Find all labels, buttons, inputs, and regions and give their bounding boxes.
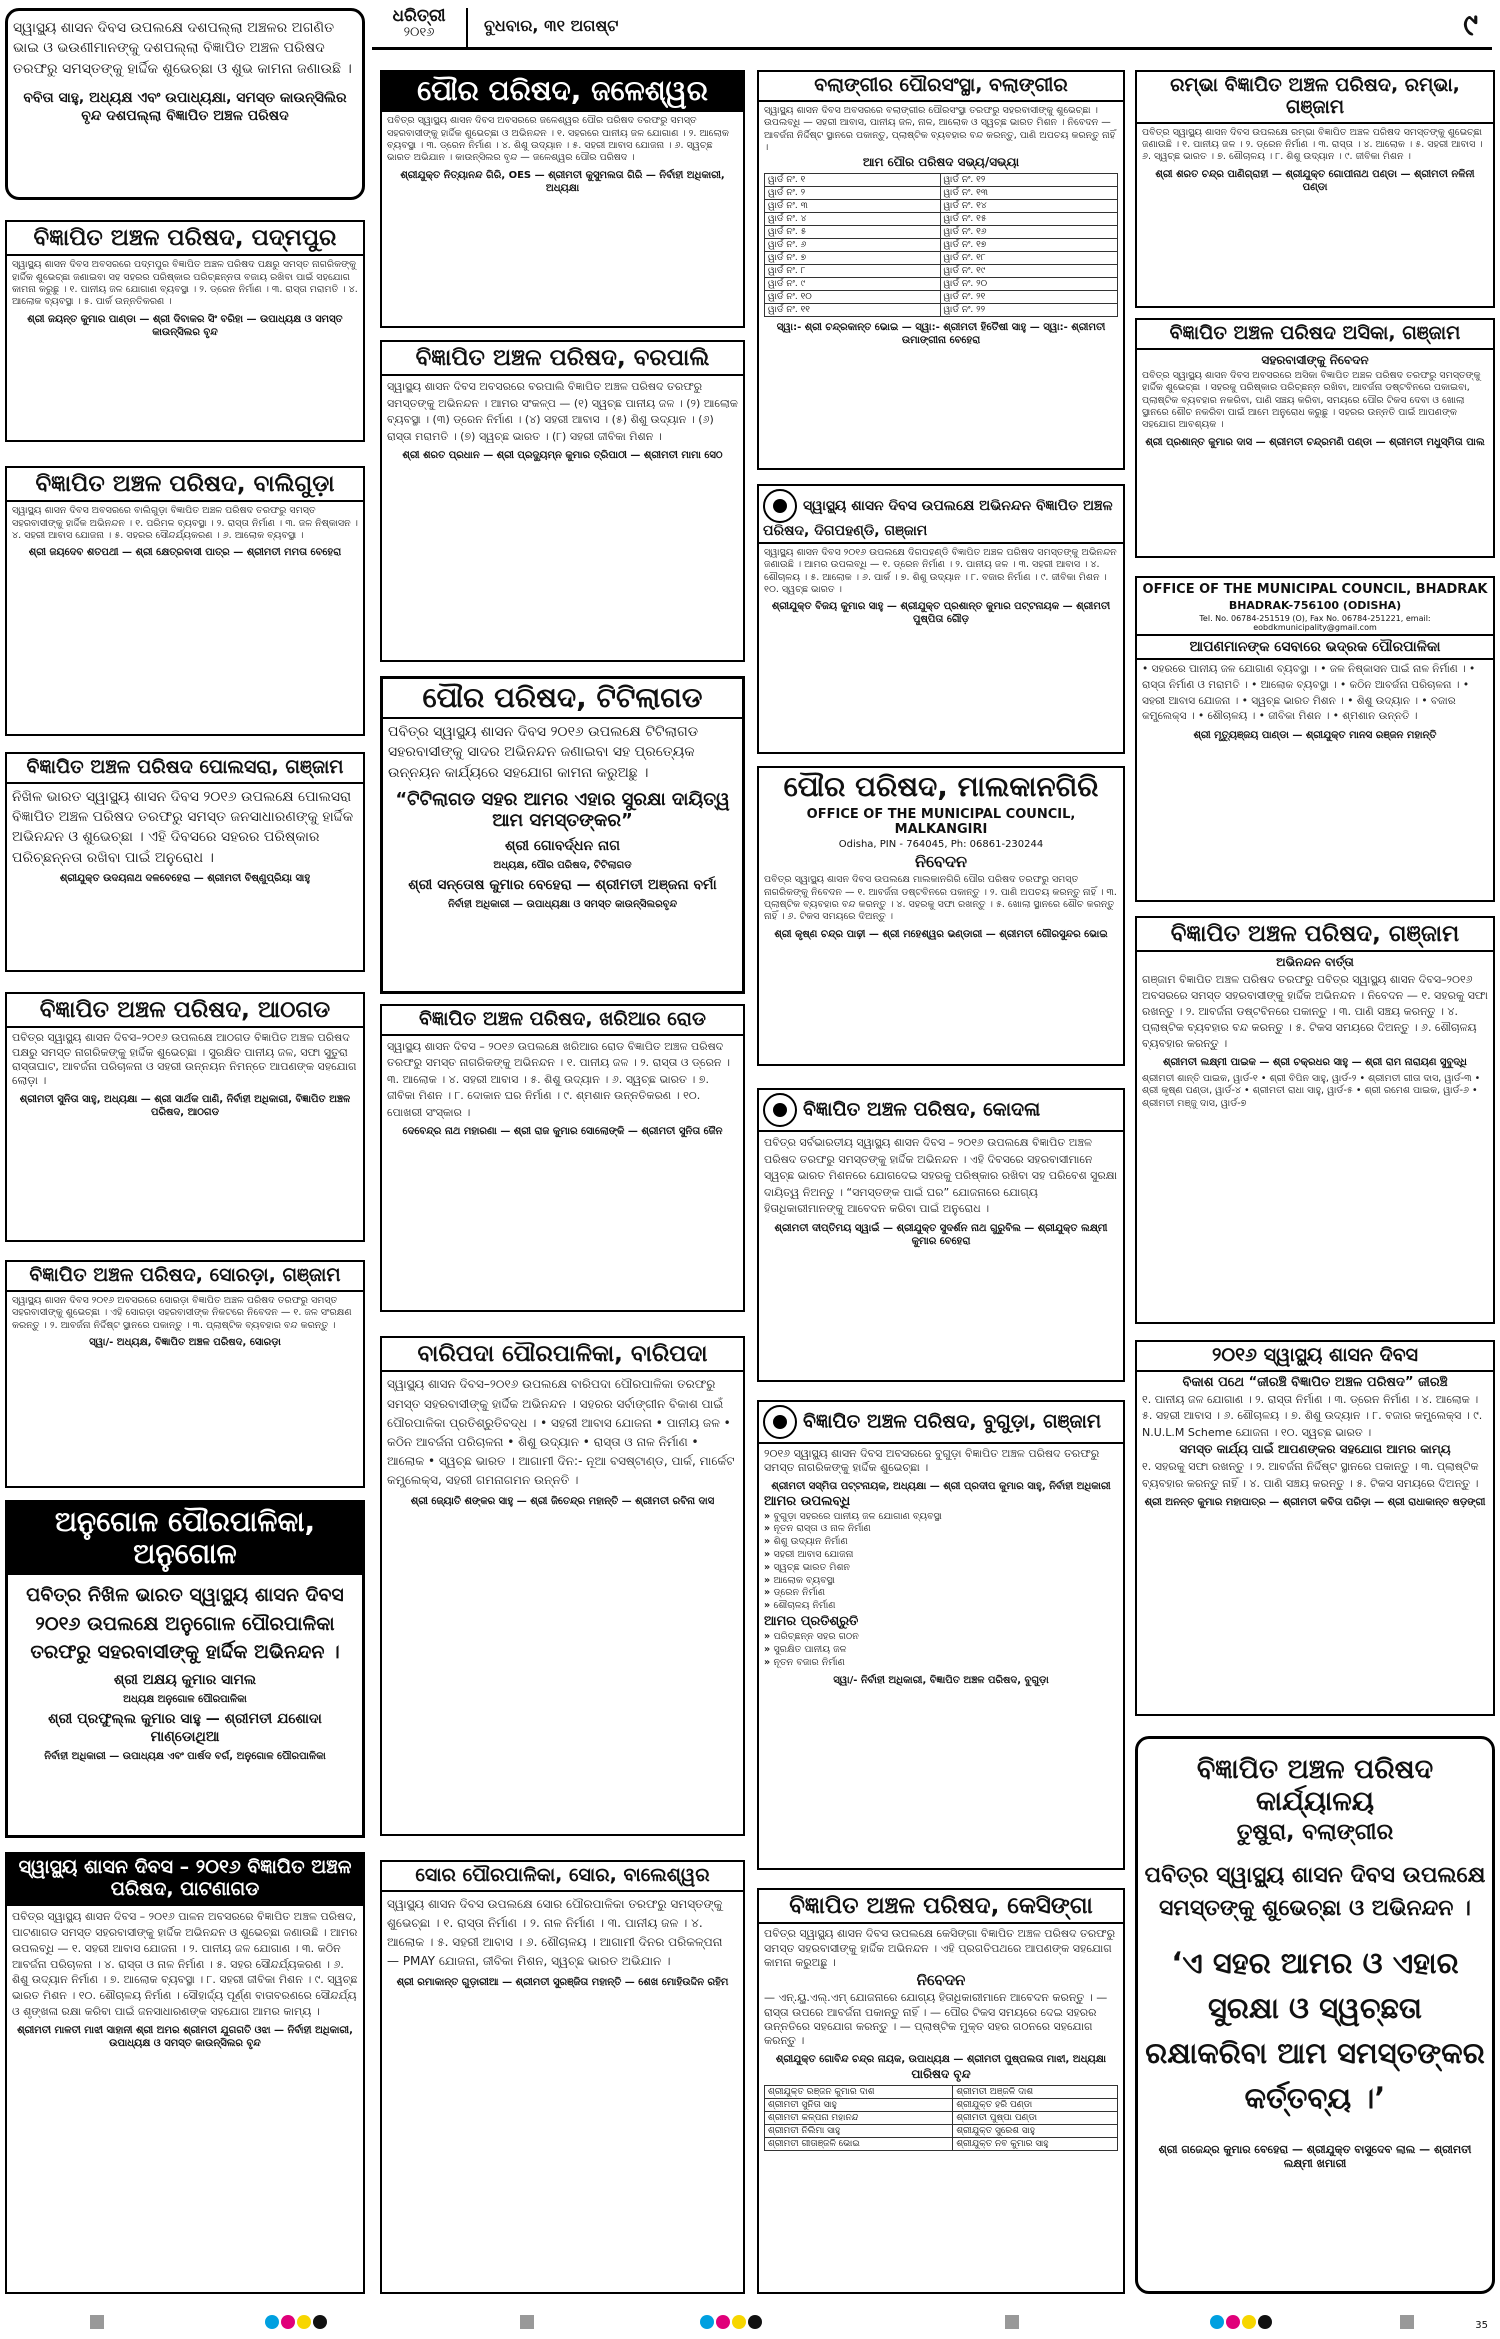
gray-swatch — [1400, 2315, 1414, 2329]
ad-body: ପବିତ୍ର ନିଖିଳ ଭାରତ ସ୍ୱାସ୍ଥ୍ୟ ଶାସନ ଦିବସ ୨୦୧୬ ଉପଲକ୍ଷେ ଅନୁଗୋଳ ପୌରପାଳିକା ତରଫରୁ ସହରବାସୀଙ୍କୁ ହାର୍ଦ୍ଦିକ ଅଭିନନ୍ଦନ । — [26, 1584, 344, 1664]
table-cell: ୱାର୍ଡ ନଂ. ୧୨ — [940, 174, 1117, 187]
ad-signatories: ଶ୍ରୀ କୃଷ୍ଣ ଚନ୍ଦ୍ର ପାଢ଼ୀ — ଶ୍ରୀ ମହେଶ୍ୱର ଭଣ୍ଡାରୀ — ଶ୍ରୀମତୀ ଗୌରସୁନ୍ଦର ଭୋଇ — [774, 928, 1108, 940]
table-cell: ୱାର୍ଡ ନଂ. ୧୧ — [765, 304, 941, 317]
promises-list — [764, 1631, 1118, 1669]
ad-jaleswar — [380, 70, 745, 328]
ad-subtitle: ନିବେଦନ — [916, 1971, 966, 1990]
table-cell: ଶ୍ରୀମତୀ ଅଞ୍ଜଳି ଦାଶ — [953, 2085, 1118, 2098]
ad-signatories: ଦେବେନ୍ଦ୍ର ନାଥ ମହାରଣା — ଶ୍ରୀ ରାଜ କୁମାର ସୋଲୋଙ୍କି — ଶ୍ରୀମତୀ ସୁନିତା ଜୈନ — [402, 1126, 723, 1138]
ad-signatories: ସ୍ୱା:- ଶ୍ରୀ ଚନ୍ଦ୍ରକାନ୍ତ ଭୋଇ — ସ୍ୱା:- ଶ୍ରୀମତୀ ହିତୈଷୀ ସାହୁ — ସ୍ୱା:- ଶ୍ରୀମତୀ ଉମାଙ୍ଗୀନା ବେହେରା — [776, 322, 1106, 347]
list-item: » ନୂତନ ରାସ୍ତା ଓ ନାଳ ନିର୍ମାଣ — [764, 1523, 1118, 1536]
ad-body: ସ୍ୱାସ୍ଥ୍ୟ ଶାସନ ଦିବସ ୨୦୧୬ ଉପଲକ୍ଷେ ଦିଗପହଣ୍ଡି ବିଜ୍ଞାପିତ ଅଞ୍ଚଳ ପରିଷଦ ସମସ୍ତଙ୍କୁ ଅଭିନନ୍ଦନ ଜଣାଉଛି । ଆମର ଉପଲବ୍ଧି — ୧. ଡ୍ରେନ ନିର୍ମାଣ । ୨. ପାନୀୟ ଜଳ । ୩. ସହରୀ ଆବାସ । ୪. ଶୌଚାଳୟ । ୫. ଆଲୋକ । ୬. ପାର୍କ । ୭. ଶିଶୁ ଉଦ୍ୟାନ । ୮. ବଜାର ନିର୍ମାଣ । ୯. ଜୀବିକା ମିଶନ । ୧୦. ସ୍ୱଚ୍ଛ ଭାରତ । — [764, 547, 1117, 596]
cmyk-dots-3 — [1210, 2315, 1274, 2331]
ad-contact: Tel. No. 06784-251519 (O), Fax No. 06784-251221, email: eobdkmunicipality@gmail.com — [1199, 614, 1431, 632]
ad-signatories: ଶ୍ରୀ ଶରତ ପ୍ରଧାନ — ଶ୍ରୀ ପ୍ରଦ୍ୟୁମ୍ନ କୁମାର ତ୍ରିପାଠୀ — ଶ୍ରୀମତୀ ମାମା ସେଠ — [402, 450, 723, 462]
ad-kesinga — [757, 1888, 1125, 2294]
black-dot — [313, 2315, 327, 2329]
ad-signatories: ଶ୍ରୀଯୁକ୍ତ ଉଦୟନାଥ ଦଳବେହେରା — ଶ୍ରୀମତୀ ବିଷ୍ଣୁପ୍ରିୟା ସାହୁ — [59, 873, 311, 885]
list-item: » ଡ୍ରେନ ନିର୍ମାଣ — [764, 1587, 1118, 1600]
ad-body: ସ୍ୱାସ୍ଥ୍ୟ ଶାସନ ଦିବସ ଅବସରରେ ପଦ୍ମପୁର ବିଜ୍ଞାପିତ ଅଞ୍ଚଳ ପରିଷଦ ପକ୍ଷରୁ ସମସ୍ତ ନାଗରିକଙ୍କୁ ହାର୍ଦ୍ଦିକ ଶୁଭେଚ୍ଛା ଜଣାଇବା ସହ ସହରର ପରିଷ୍କାର ପରିଚ୍ଛନ୍ନତା ବଜାୟ ରଖିବା ପାଇଁ ସହଯୋଗ କାମନା କରୁଛୁ । ୧. ପାନୀୟ ଜଳ ଯୋଗାଣ ବ୍ୟବସ୍ଥା । ୨. ଡ୍ରେନ ନିର୍ମାଣ । ୩. ରାସ୍ତା ମରାମତି । ୪. ଆଲୋକ ବ୍ୟବସ୍ଥା । ୫. ପାର୍କ ଉନ୍ନତିକରଣ । — [12, 259, 358, 308]
table-row — [765, 213, 1118, 226]
ad-malkangiri — [757, 766, 1125, 1066]
councillors-heading: ପାରିଷଦ ବୃନ୍ଦ — [911, 2066, 971, 2081]
yellow-dot — [732, 2315, 746, 2329]
ad-polasara — [5, 752, 365, 972]
ad-jiranchi — [1135, 1340, 1495, 1716]
table-row — [765, 265, 1118, 278]
brand-name: ଧରିତ୍ରୀ — [392, 6, 446, 26]
table-cell: ୱାର୍ଡ ନଂ. ୮ — [765, 265, 941, 278]
promises-heading: ଆମର ପ୍ରତିଶ୍ରୁତି — [764, 1614, 859, 1630]
table-cell: ଶ୍ରୀଯୁକ୍ତ ସୁରେଶ ସାହୁ — [953, 2124, 1118, 2137]
ad-title: ପୌର ପରିଷଦ, ଟିଟିଲାଗଡ — [383, 679, 742, 719]
achievements-list — [764, 1511, 1118, 1614]
ad-titilagarh — [380, 676, 745, 994]
achievements-heading: ଆମର ଉପଲବ୍ଧି — [764, 1493, 851, 1509]
ad-title: ପୌର ପରିଷଦ, ଜଳେଶ୍ୱର — [382, 72, 743, 112]
ad-title: ଅନୁଗୋଳ ପୌରପାଳିକା, ଅନୁଗୋଳ — [8, 1503, 362, 1575]
ad-soro — [380, 1860, 745, 2294]
councillors-table — [764, 2085, 1118, 2151]
cyan-dot — [700, 2315, 714, 2329]
registration-mark-4 — [1400, 2315, 1416, 2331]
ad-title: ବିଜ୍ଞାପିତ ଅଞ୍ଚଳ ପରିଷଦ, ଆଠଗଡ — [7, 994, 363, 1028]
table-cell: ୱାର୍ଡ ନଂ. ୧୬ — [940, 226, 1117, 239]
ad-signatories: ଶ୍ରୀ ଶରତ ଚନ୍ଦ୍ର ପାଣିଗ୍ରାହୀ — ଶ୍ରୀଯୁକ୍ତ ଗୋପୀନାଥ ପଣ୍ଡା — ଶ୍ରୀମତୀ ନଳିନୀ ପଣ୍ଡା — [1155, 168, 1475, 193]
table-cell: ଶ୍ରୀଯୁକ୍ତ ନବ କୁମାର ସାହୁ — [953, 2137, 1118, 2150]
table-cell: ଶ୍ରୀମତୀ ନିଲିମା ସାହୁ — [765, 2124, 953, 2137]
list-item: » ଆଲୋକ ବ୍ୟବସ୍ଥା — [764, 1575, 1118, 1588]
magenta-dot — [716, 2315, 730, 2329]
registration-mark-3 — [1005, 2315, 1021, 2331]
ad-officers-office: ନିର୍ବାହୀ ଅଧିକାରୀ — ଉପାଧ୍ୟକ୍ଷା ଓ ସମସ୍ତ କାଉନ୍ସିଲରବୃନ୍ଦ — [447, 899, 678, 911]
ad-signatories: ଶ୍ରୀଯୁକ୍ତ ନିତ୍ୟାନନ୍ଦ ଗିରି, OES — ଶ୍ରୀମତୀ କୁସୁମଲତା ଗିରି — ନିର୍ବାହୀ ଅଧିକାରୀ, ଅଧ୍ୟକ୍ଷା — [400, 169, 725, 194]
table-cell: ୱାର୍ଡ ନଂ. ୨୧ — [940, 291, 1117, 304]
list-item: » ପରିଚ୍ଛନ୍ନ ସହର ଗଠନ — [764, 1631, 1118, 1644]
ad-signatories: ଶ୍ରୀ ରମାକାନ୍ତ ଗୁଡ଼ାରୀଆ — ଶ୍ରୀମତୀ ସୁରଞ୍ଜିତା ମହାନ୍ତି — ଶେଖ ମୋହିଉଦ୍ଦିନ ରହିମ — [396, 1976, 729, 1988]
ad-body: ସ୍ୱାସ୍ଥ୍ୟ ଶାସନ ଦିବସ ଅବସରରେ ବଲାଙ୍ଗୀର ପୌରସଂସ୍ଥା ତରଫରୁ ସହରବାସୀଙ୍କୁ ଶୁଭେଚ୍ଛା । ଉପଲବ୍ଧି — ସହରୀ ଆବାସ, ପାନୀୟ ଜଳ, ନାଳ, ଆଲୋକ ଓ ସ୍ୱଚ୍ଛ ଭାରତ ମିଶନ । ନିବେଦନ — ଆବର୍ଜନା ନିର୍ଦ୍ଦିଷ୍ଟ ସ୍ଥାନରେ ପକାନ୍ତୁ, ପ୍ଲାଷ୍ଟିକ ବ୍ୟବହାର ବନ୍ଦ କରନ୍ତୁ, ପାଣି ଅପଚୟ କରନ୍ତୁ ନାହିଁ । — [764, 104, 1116, 153]
list-item: » ନୂତନ ବଜାର ନିର୍ମାଣ — [764, 1657, 1118, 1670]
ad-tusura — [1135, 1736, 1495, 2294]
ad-subtitle: ନିବେଦନ — [915, 852, 967, 872]
ad-officers: ଶ୍ରୀଯୁକ୍ତ ଗୋବିନ୍ଦ ଚନ୍ଦ୍ର ନାୟକ, ଉପାଧ୍ୟକ୍ଷ — ଶ୍ରୀମତୀ ପୁଷ୍ପଲତା ମାଝୀ, ଅଧ୍ୟକ୍ଷା — [775, 2053, 1107, 2065]
ad-chairman-office: ଅଧ୍ୟକ୍ଷ, ପୌର ପରିଷଦ, ଟିଟିଲାଗଡ — [493, 860, 632, 872]
emblem-icon — [763, 489, 797, 523]
table-cell: ୱାର୍ଡ ନଂ. ୬ — [765, 239, 941, 252]
registration-mark-2 — [520, 2315, 536, 2331]
emblem-icon — [763, 1405, 797, 1439]
ad-title: ସ୍ୱାସ୍ଥ୍ୟ ଶାସନ ଦିବସ – ୨୦୧୬ ବିଜ୍ଞାପିତ ଅଞ୍ଚଳ ପରିଷଦ, ପାଟଣାଗଡ — [7, 1854, 363, 1906]
table-row — [765, 2085, 1118, 2098]
ad-aska — [1135, 318, 1495, 558]
ad-subtitle: ଅଭିନନ୍ଦନ ବାର୍ତ୍ତା — [1276, 955, 1354, 970]
ad-heading-2: ସମସ୍ତ କାର୍ଯ୍ୟ ପାଇଁ ଆପଣଙ୍କର ସହଯୋଗ ଆମର କାମ୍ୟ — [1179, 1442, 1451, 1457]
ad-body: ୨୦୧୬ ସ୍ୱାସ୍ଥ୍ୟ ଶାସନ ଦିବସ ଅବସରରେ ବୁଗୁଡ଼ା ବିଜ୍ଞାପିତ ଅଞ୍ଚଳ ପରିଷଦ ତରଫରୁ ସମସ୍ତ ନାଗରିକଙ୍କୁ ହାର୍ଦ୍ଦିକ ଶୁଭେଚ୍ଛା । — [764, 1447, 1100, 1475]
ad-title: ବିଜ୍ଞାପିତ ଅଞ୍ଚଳ ପରିଷଦ ପୋଲସରା, ଗଞ୍ଜାମ — [7, 754, 363, 784]
page-number: ୯ — [1463, 8, 1478, 43]
table-cell: ୱାର୍ଡ ନଂ. ୭ — [765, 252, 941, 265]
ad-title: ବିଜ୍ଞାପିତ ଅଞ୍ଚଳ ପରିଷଦ, ବରପାଲି — [382, 342, 743, 376]
dateline: ବୁଧବାର, ୩୧ ଅଗଷ୍ଟ — [484, 16, 619, 35]
table-row — [765, 2124, 1118, 2137]
ad-title: ବିଜ୍ଞାପିତ ଅଞ୍ଚଳ ପରିଷଦ, ବାଲିଗୁଡ଼ା — [7, 468, 363, 502]
ad-body: ପବିତ୍ର ସ୍ୱାସ୍ଥ୍ୟ ଶାସନ ଦିବସ ଅବସରରେ ଜଳେଶ୍ୱର ପୌର ପରିଷଦ ତରଫରୁ ସମସ୍ତ ସହରବାସୀଙ୍କୁ ହାର୍ଦ୍ଦିକ ଶୁଭେଚ୍ଛା ଓ ଅଭିନନ୍ଦନ । ୧. ସହରରେ ପାନୀୟ ଜଳ ଯୋଗାଣ । ୨. ଆଲୋକ ବ୍ୟବସ୍ଥା । ୩. ଡ୍ରେନ ନିର୍ମାଣ । ୪. ଶିଶୁ ଉଦ୍ୟାନ । ୫. ସହରୀ ଆବାସ ଯୋଜନା । ୬. ସ୍ୱଚ୍ଛ ଭାରତ ଅଭିଯାନ । କାଉନ୍ସିଲର ବୃନ୍ଦ — ଜଳେଶ୍ୱର ପୌର ପରିଷଦ । — [387, 115, 729, 164]
table-cell: ୱାର୍ଡ ନଂ. ୨୦ — [940, 278, 1117, 291]
table-cell: ୱାର୍ଡ ନଂ. ୨୨ — [940, 304, 1117, 317]
ad-body: ସ୍ୱାସ୍ଥ୍ୟ ଶାସନ ଦିବସ ଅବସରରେ ବାଲିଗୁଡ଼ା ବିଜ୍ଞାପିତ ଅଞ୍ଚଳ ପରିଷଦ ତରଫରୁ ସମସ୍ତ ସହରବାସୀଙ୍କୁ ହାର୍ଦ୍ଦିକ ଅଭିନନ୍ଦନ । ୧. ପରିମଳ ବ୍ୟବସ୍ଥା । ୨. ରାସ୍ତା ନିର୍ମାଣ । ୩. ଜଳ ନିଷ୍କାସନ । ୪. ସହରୀ ଆବାସ ଯୋଜନା । ୫. ସହରର ସୌନ୍ଦର୍ଯ୍ୟକରଣ । ୬. ଆଲୋକ ବ୍ୟବସ୍ଥା । — [12, 505, 358, 542]
ad-title: ସୋର ପୌରପାଳିକା, ସୋର, ବାଲେଶ୍ୱର — [382, 1862, 743, 1892]
cyan-dot — [265, 2315, 279, 2329]
list-item: » ଶିଶୁ ଉଦ୍ୟାନ ନିର୍ମାଣ — [764, 1536, 1118, 1549]
table-cell: ୱାର୍ଡ ନଂ. ୩ — [765, 200, 941, 213]
table-cell: ୱାର୍ଡ ନଂ. ୪ — [765, 213, 941, 226]
ad-body: ପବିତ୍ର ସ୍ୱାସ୍ଥ୍ୟ ଶାସନ ଦିବସ ୨୦୧୬ ଉପଲକ୍ଷେ ଟିଟିଲାଗଡ ସହରବାସୀଙ୍କୁ ସାଦର ଅଭିନନ୍ଦନ ଜଣାଇବା ସହ ପ୍ରତ୍ୟେକ ଉନ୍ନୟନ କାର୍ଯ୍ୟରେ ସହଯୋଗ କାମନା କରୁଅଛୁ । — [388, 724, 699, 781]
ad-soroda — [5, 1260, 365, 1488]
ad-slogan: “ଟିଟିଲାଗଡ ସହର ଆମର ଏହାର ସୁରକ୍ଷା ଦାୟିତ୍ୱ ଆମ ସମସ୍ତଙ୍କର” — [395, 789, 730, 832]
ad-rambha — [1135, 70, 1495, 308]
table-cell: ୱାର୍ଡ ନଂ. ୧୯ — [940, 265, 1117, 278]
ad-body: • ସହରରେ ପାନୀୟ ଜଳ ଯୋଗାଣ ବ୍ୟବସ୍ଥା । • ଜଳ ନିଷ୍କାସନ ପାଇଁ ନାଳ ନିର୍ମାଣ । • ରାସ୍ତା ନିର୍ମାଣ ଓ ମରାମତି । • ଆଲୋକ ବ୍ୟବସ୍ଥା । • କଠିନ ଆବର୍ଜନା ପରିଚାଳନା । • ସହରୀ ଆବାସ ଯୋଜନା । • ସ୍ୱଚ୍ଛ ଭାରତ ମିଶନ । • ଶିଶୁ ଉଦ୍ୟାନ । • ବଜାର କମ୍ପ୍ଲେକ୍ସ । • ଶୌଚାଳୟ । • ଜୀବିକା ମିଶନ । • ଶ୍ମଶାନ ଉନ୍ନତି । — [1142, 663, 1476, 723]
masthead — [372, 8, 1492, 50]
ad-signatories: ବବିତା ସାହୁ, ଅଧ୍ୟକ୍ଷ ଏବଂ ଉପାଧ୍ୟକ୍ଷା, ସମସ୍ତ କାଉନ୍ସିଲିର ବୃନ୍ଦ ଦଶପଲ୍ଲା ବିଜ୍ଞାପିତ ଅଞ୍ଚଳ ପରିଷଦ — [23, 89, 347, 125]
ad-body: ପବିତ୍ର ସ୍ୱାସ୍ଥ୍ୟ ଶାସନ ଦିବସ ଉପଲକ୍ଷେ ରମ୍ଭା ବିଜ୍ଞାପିତ ଅଞ୍ଚଳ ପରିଷଦ ସମସ୍ତଙ୍କୁ ଶୁଭେଚ୍ଛା ଜଣାଉଛି । ୧. ପାନୀୟ ଜଳ । ୨. ଡ୍ରେନ ନିର୍ମାଣ । ୩. ରାସ୍ତା । ୪. ଆଲୋକ । ୫. ସହରୀ ଆବାସ । ୬. ସ୍ୱଚ୍ଛ ଭାରତ । ୭. ଶୌଚାଳୟ । ୮. ଶିଶୁ ଉଦ୍ୟାନ । ୯. ଜୀବିକା ମିଶନ । — [1142, 126, 1483, 163]
list-item: » ସୁରକ୍ଷିତ ପାନୀୟ ଜଳ — [764, 1644, 1118, 1657]
ad-signatories: ଶ୍ରୀ ମୃତ୍ୟୁଞ୍ଜୟ ପାଣ୍ଡା — ଶ୍ରୀଯୁକ୍ତ ମାନସ ରଞ୍ଜନ ମହାନ୍ତି — [1193, 730, 1437, 742]
ad-officers: ଶ୍ରୀମତୀ ସସ୍ମିତା ପଟ୍ଟନାୟକ, ଅଧ୍ୟକ୍ଷା — ଶ୍ରୀ ପ୍ରଦୀପ କୁମାର ସାହୁ, ନିର୍ବାହୀ ଅଧିକାରୀ — [771, 1480, 1111, 1492]
ad-title: ବିଜ୍ଞାପିତ ଅଞ୍ଚଳ ପରିଷଦ କାର୍ଯ୍ୟାଳୟ — [1196, 1754, 1434, 1817]
ad-baliguda — [5, 466, 365, 736]
ad-patnagarh — [5, 1852, 365, 2294]
table-row — [765, 226, 1118, 239]
emblem-icon — [763, 1093, 797, 1127]
ad-body: ପବିତ୍ର ସ୍ୱାସ୍ଥ୍ୟ ଶାସନ ଦିବସ ଅବସରରେ ଅସିକା ବିଜ୍ଞାପିତ ଅଞ୍ଚଳ ପରିଷଦ ତରଫରୁ ସମସ୍ତଙ୍କୁ ହାର୍ଦ୍ଦିକ ଶୁଭେଚ୍ଛା । ସହରକୁ ପରିଷ୍କାର ପରିଚ୍ଛନ୍ନ ରଖିବା, ଆବର୍ଜନା ଡଷ୍ଟବିନରେ ପକାଇବା, ପ୍ଲାଷ୍ଟିକ ବ୍ୟବହାର ନକରିବା, ପାଣି ସଞ୍ଚୟ କରିବା, ସମୟରେ ପୌର ଟିକସ ଦେବା ଓ ଖୋଲା ସ୍ଥାନରେ ଶୌଚ ନକରିବା ପାଇଁ ଆମେ ଅନୁରୋଧ କରୁଛୁ । ସହରର ଉନ୍ନତି ପାଇଁ ଆପଣଙ୍କ ସହଯୋଗ ଆବଶ୍ୟକ । — [1142, 369, 1481, 431]
ad-title: ୨୦୧୬ ସ୍ୱାସ୍ଥ୍ୟ ଶାସନ ଦିବସ — [1137, 1342, 1493, 1372]
ad-body: ସ୍ୱାସ୍ଥ୍ୟ ଶାସନ ଦିବସ–୨୦୧୬ ଉପଲକ୍ଷେ ବାରିପଦା ପୌରପାଳିକା ତରଫରୁ ସମସ୍ତ ସହରବାସୀଙ୍କୁ ହାର୍ଦ୍ଦିକ ଅଭିନନ୍ଦନ । ସହରର ସର୍ବାଙ୍ଗୀନ ବିକାଶ ପାଇଁ ପୌରପାଳିକା ପ୍ରତିଶ୍ରୁତିବଦ୍ଧ । • ସହରୀ ଆବାସ ଯୋଜନା • ପାନୀୟ ଜଳ • କଠିନ ଆବର୍ଜନା ପରିଚାଳନା • ଶିଶୁ ଉଦ୍ୟାନ • ରାସ୍ତା ଓ ନାଳ ନିର୍ମାଣ • ଆଲୋକ • ସ୍ୱଚ୍ଛ ଭାରତ । ଆଗାମୀ ଦିନ:- ନୂଆ ବସଷ୍ଟାଣ୍ଡ, ପାର୍କ, ମାର୍କେଟ କମ୍ପ୍ଲେକ୍ସ, ସହରୀ ଗମନାଗମନ ଉନ୍ନତି । — [387, 1377, 735, 1488]
ad-signatories: ଶ୍ରୀ ଗଜେନ୍ଦ୍ର କୁମାର ବେହେରା — ଶ୍ରୀଯୁକ୍ତ ବାସୁଦେବ ଲାଲ — ଶ୍ରୀମତୀ ଲକ୍ଷ୍ମୀ ଖମାରୀ — [1158, 2142, 1472, 2171]
ad-subtitle: ସହରବାସୀଙ୍କୁ ନିବେଦନ — [1261, 352, 1369, 367]
table-cell: ୱାର୍ଡ ନଂ. ୧୩ — [940, 187, 1117, 200]
ad-title-text: ବିଜ୍ଞାପିତ ଅଞ୍ଚଳ ପରିଷଦ, ବୁଗୁଡ଼ା, ଗଞ୍ଜାମ — [803, 1410, 1102, 1433]
yellow-dot — [297, 2315, 311, 2329]
ad-signatories: ଶ୍ରୀ ଅନନ୍ତ କୁମାର ମହାପାତ୍ର — ଶ୍ରୀମତୀ କବିତା ପରିଡ଼ା — ଶ୍ରୀ ରାଧାକାନ୍ତ ଷଡ଼ଙ୍ଗୀ — [1144, 1497, 1486, 1509]
ad-khariar-road — [380, 1004, 745, 1312]
ad-title-text: ବିଜ୍ଞାପିତ ଅଞ୍ଚଳ ପରିଷଦ, କୋଦଳା — [803, 1098, 1041, 1121]
ad-signatories: ଶ୍ରୀମତୀ ମାଳତୀ ମାଝୀ ସାହାନୀ ଶ୍ରୀ ଅମର ଶ୍ରୀମତୀ ଯୁଗଗତି ଓଝା — ନିର୍ବାହୀ ଅଧିକାରୀ, ଉପାଧ୍ୟକ୍ଷ ଓ ସମସ୍ତ କାଉନ୍ସିଲର ବୃନ୍ଦ — [17, 2025, 353, 2050]
ad-signatories: ଶ୍ରୀମତୀ ସୁନିତା ସାହୁ, ଅଧ୍ୟକ୍ଷା — ଶ୍ରୀ ସାର୍ଥକ ପାଣି, ନିର୍ବାହୀ ଅଧିକାରୀ, ବିଜ୍ଞାପିତ ଅଞ୍ଚଳ ପରିଷଦ, ଆଠଗଡ — [19, 1093, 351, 1118]
ad-officers: ଶ୍ରୀ ସନ୍ତୋଷ କୁମାର ବେହେରା — ଶ୍ରୀମତୀ ଅଞ୍ଜନା ବର୍ମା — [408, 877, 717, 894]
ad-chairman-office: ଅଧ୍ୟକ୍ଷ ଅନୁଗୋଳ ପୌରପାଳିକା — [123, 1694, 247, 1706]
table-cell: ୱାର୍ଡ ନଂ. ୧୦ — [765, 291, 941, 304]
ad-barpali — [380, 340, 745, 662]
ad-title: ଆପଣମାନଙ୍କ ସେବାରେ ଭଦ୍ରକ ପୌରପାଳିକା — [1137, 634, 1493, 660]
list-item: » ବୁଗୁଡ଼ା ସହରରେ ପାନୀୟ ଜଳ ଯୋଗାଣ ବ୍ୟବସ୍ଥା — [764, 1511, 1118, 1524]
ad-chairman: ଶ୍ରୀ ଗୋବର୍ଦ୍ଧନ ନାଗ — [504, 838, 621, 855]
ad-athagarh — [5, 992, 365, 1242]
cmyk-dots-1 — [265, 2315, 329, 2331]
ad-body: ପବିତ୍ର ସର୍ବଭାରତୀୟ ସ୍ୱାସ୍ଥ୍ୟ ଶାସନ ଦିବସ – ୨୦୧୬ ଉପଲକ୍ଷେ ବିଜ୍ଞାପିତ ଅଞ୍ଚଳ ପରିଷଦ ତରଫରୁ ସମସ୍ତଙ୍କୁ ହାର୍ଦ୍ଦିକ ଅଭିନନ୍ଦନ । ଏହି ଦିବସରେ ସହରବାସୀମାନେ ସ୍ୱଚ୍ଛ ଭାରତ ମିଶନରେ ଯୋଗଦେଇ ସହରକୁ ପରିଷ୍କାର ରଖିବା ସହ ପରିବେଶ ସୁରକ୍ଷା ଦାୟିତ୍ୱ ନିଅନ୍ତୁ । “ସମସ୍ତଙ୍କ ପାଇଁ ଘର” ଯୋଜନାରେ ଯୋଗ୍ୟ ହିତାଧିକାରୀମାନଙ୍କୁ ଆବେଦନ କରିବା ପାଇଁ ଅନୁରୋଧ । — [764, 1136, 1118, 1215]
ad-title-text: ସ୍ୱାସ୍ଥ୍ୟ ଶାସନ ଦିବସ ଉପଲକ୍ଷେ ଅଭିନନ୍ଦନ ବିଜ୍ଞାପିତ ଅଞ୍ଚଳ ପରିଷଦ, ଦିଗପହଣ୍ଡି, ଗଞ୍ଜାମ — [763, 498, 1113, 539]
black-dot — [1258, 2315, 1272, 2329]
table-cell: ଶ୍ରୀମତୀ ପୁଷ୍ପା ପଣ୍ଡା — [953, 2111, 1118, 2124]
ad-title — [759, 1402, 1123, 1444]
ad-body: ନିଖିଳ ଭାରତ ସ୍ୱାସ୍ଥ୍ୟ ଶାସନ ଦିବସ ୨୦୧୬ ଉପଲକ୍ଷେ ପୋଲସରା ବିଜ୍ଞାପିତ ଅଞ୍ଚଳ ପରିଷଦ ତରଫରୁ ସମସ୍ତ ଜନସାଧାରଣଙ୍କୁ ହାର୍ଦ୍ଦିକ ଅଭିନନ୍ଦନ ଓ ଶୁଭେଚ୍ଛା । ଏହି ଦିବସରେ ସହରର ପରିଷ୍କାର ପରିଚ୍ଛନ୍ନତା ରଖିବା ପାଇଁ ଅନୁରୋଧ । — [12, 788, 354, 866]
ad-title: ବାରିପଦା ପୌରପାଳିକା, ବାରିପଦା — [382, 1338, 743, 1372]
ad-title-english: OFFICE OF THE MUNICIPAL COUNCIL, MALKANGIRI — [806, 807, 1076, 838]
list-item: » ସ୍ୱଚ୍ଛ ଭାରତ ମିଶନ — [764, 1562, 1118, 1575]
ad-bolangir — [757, 70, 1125, 470]
ad-members: ଶ୍ରୀମତୀ ଶାନ୍ତି ପାଇକ, ୱାର୍ଡ-୧ • ଶ୍ରୀ ବିପିନ ସାହୁ, ୱାର୍ଡ-୨ • ଶ୍ରୀମତୀ ଗୀତା ଦାସ, ୱାର୍ଡ-୩ • ଶ୍ରୀ କୃଷ୍ଣ ପଣ୍ଡା, ୱାର୍ଡ-୪ • ଶ୍ରୀମତୀ ରାଧା ସାହୁ, ୱାର୍ଡ-୫ • ଶ୍ରୀ ରମେଶ ପାଇକ, ୱାର୍ଡ-୬ • ଶ୍ରୀମତୀ ମଞ୍ଜୁ ଦାସ, ୱାର୍ଡ-୭ — [1142, 1073, 1481, 1109]
ad-title: ବିଜ୍ଞାପିତ ଅଞ୍ଚଳ ପରିଷଦ, ଗଞ୍ଜାମ — [1137, 918, 1493, 952]
gray-swatch — [1005, 2315, 1019, 2329]
ad-subtitle: ତୁଷୁରା, ବଲାଙ୍ଗୀର — [1236, 1820, 1394, 1845]
gray-swatch — [520, 2315, 534, 2329]
brand-year: ୨୦୧୬ — [403, 24, 435, 40]
ward-table — [764, 173, 1118, 317]
ad-signatories: ଶ୍ରୀମତୀ ଲକ୍ଷ୍ମୀ ପାଇକ — ଶ୍ରୀ ଚକ୍ରଧର ସାହୁ — ଶ୍ରୀ ରାମ ନାରାୟଣ ସୁବୁଦ୍ଧି — [1163, 1057, 1467, 1069]
ad-angul — [5, 1500, 365, 1838]
table-row — [765, 2111, 1118, 2124]
table-cell: ୱାର୍ଡ ନଂ. ୧୪ — [940, 200, 1117, 213]
table-cell: ୱାର୍ଡ ନଂ. ୯ — [765, 278, 941, 291]
ad-signatories: ଶ୍ରୀ ଜୟନ୍ତ କୁମାର ପାଣ୍ଡା — ଶ୍ରୀ ଦିବାକର ସିଂ ବରିହା — ଉପାଧ୍ୟକ୍ଷ ଓ ସମସ୍ତ କାଉନ୍ସିଲର ବୃନ୍ଦ — [27, 313, 343, 338]
ad-subtitle: ବିକାଶ ପଥେ “ଜୀରଞ୍ଚି ବିଜ୍ଞାପିତ ଅଞ୍ଚଳ ପରିଷଦ” ଜୀରଞ୍ଚି — [1182, 1374, 1448, 1390]
ad-ganjam — [1135, 916, 1495, 1324]
table-row — [765, 2098, 1118, 2111]
ad-title: ବିଜ୍ଞାପିତ ଅଞ୍ଚଳ ପରିଷଦ ଅସିକା, ଗଞ୍ଜାମ — [1137, 320, 1493, 350]
ad-officers-office: ନିର୍ବାହୀ ଅଧିକାରୀ — ଉପାଧ୍ୟକ୍ଷ ଏବଂ ପାର୍ଷଦ ବର୍ଗ, ଅନୁଗୋଳ ପୌରପାଳିକା — [44, 1751, 326, 1763]
ad-body: ପବିତ୍ର ସ୍ୱାସ୍ଥ୍ୟ ଶାସନ ଦିବସ ଉପଲକ୍ଷେ ମାଲକାନଗିରି ପୌର ପରିଷଦ ତରଫରୁ ସମସ୍ତ ନାଗରିକଙ୍କୁ ନିବେଦନ — ୧. ଆବର୍ଜନା ଡଷ୍ଟବିନରେ ପକାନ୍ତୁ । ୨. ପାଣି ଅପଚୟ କରନ୍ତୁ ନାହିଁ । ୩. ପ୍ଲାଷ୍ଟିକ ବ୍ୟବହାର ବନ୍ଦ କରନ୍ତୁ । ୪. ସହରକୁ ସଫା ରଖନ୍ତୁ । ୫. ଖୋଲା ସ୍ଥାନରେ ଶୌଚ କରନ୍ତୁ ନାହିଁ । ୬. ଟିକସ ସମୟରେ ଦିଅନ୍ତୁ । — [764, 874, 1117, 923]
table-cell: ଶ୍ରୀମତୀ ଗୀତାଞ୍ଜଳି ଭୋଇ — [765, 2137, 953, 2150]
table-row — [765, 304, 1118, 317]
table-cell: ୱାର୍ଡ ନଂ. ୨ — [765, 187, 941, 200]
list-item: » ସହରୀ ଆବାସ ଯୋଜନା — [764, 1549, 1118, 1562]
ad-title: ବିଜ୍ଞାପିତ ଅଞ୍ଚଳ ପରିଷଦ, ପଦ୍ମପୁର — [7, 222, 363, 256]
ad-body: ଗଞ୍ଜାମ ବିଜ୍ଞାପିତ ଅଞ୍ଚଳ ପରିଷଦ ତରଫରୁ ପବିତ୍ର ସ୍ୱାସ୍ଥ୍ୟ ଶାସନ ଦିବସ–୨୦୧୬ ଅବସରରେ ସମସ୍ତ ସହରବାସୀଙ୍କୁ ହାର୍ଦ୍ଦିକ ଅଭିନନ୍ଦନ । ନିବେଦନ — ୧. ସହରକୁ ସଫା ରଖନ୍ତୁ । ୨. ଆବର୍ଜନା ଡଷ୍ଟବିନରେ ପକାନ୍ତୁ । ୩. ପାଣି ସଞ୍ଚୟ କରନ୍ତୁ । ୪. ପ୍ଲାଷ୍ଟିକ ବ୍ୟବହାର ବନ୍ଦ କରନ୍ତୁ । ୫. ଟିକସ ସମୟରେ ଦିଅନ୍ତୁ । ୬. ଶୌଚାଳୟ ବ୍ୟବହାର କରନ୍ତୁ । — [1142, 973, 1488, 1051]
ad-title: ବିଜ୍ଞାପିତ ଅଞ୍ଚଳ ପରିଷଦ, ଖରିଆର ରୋଡ — [382, 1006, 743, 1036]
ward-table-header: ଆମ ପୌର ପରିଷଦ ସଭ୍ୟ/ସଭ୍ୟା — [862, 155, 1020, 170]
ad-signatories: ଶ୍ରୀ ଜୟଦେବ ଶତପଥୀ — ଶ୍ରୀ କ୍ଷେତ୍ରବାସୀ ପାତ୍ର — ଶ୍ରୀମତୀ ମମତା ବେହେରା — [28, 547, 342, 559]
ad-title: ବିଜ୍ଞାପିତ ଅଞ୍ଚଳ ପରିଷଦ, କେସିଙ୍ଗା — [759, 1890, 1123, 1924]
table-row — [765, 252, 1118, 265]
table-cell: ଶ୍ରୀମତୀ କଳ୍ପନା ମହାନନ୍ଦ — [765, 2111, 953, 2124]
table-row — [765, 187, 1118, 200]
black-dot — [748, 2315, 762, 2329]
magenta-dot — [281, 2315, 295, 2329]
table-cell: ୱାର୍ଡ ନଂ. ୧୮ — [940, 252, 1117, 265]
ad-body: ପବିତ୍ର ସ୍ୱାସ୍ଥ୍ୟ ଶାସନ ଦିବସ–୨୦୧୬ ଉପଲକ୍ଷେ ଆଠଗଡ ବିଜ୍ଞାପିତ ଅଞ୍ଚଳ ପରିଷଦ ପକ୍ଷରୁ ସମସ୍ତ ନାଗରିକଙ୍କୁ ହାର୍ଦ୍ଦିକ ଶୁଭେଚ୍ଛା । ସୁରକ୍ଷିତ ପାନୀୟ ଜଳ, ସଫା ସୁତୁରା ରାସ୍ତାଘାଟ, ଆବର୍ଜନା ପରିଚାଳନା ଓ ସହରୀ ଉନ୍ନୟନ ନିମନ୍ତେ ଆପଣଙ୍କ ସହଯୋଗ ଲୋଡ଼ା । — [12, 1031, 357, 1088]
ad-address: Odisha, PIN - 764045, Ph: 06861-230244 — [838, 839, 1044, 851]
ad-signatories: ଶ୍ରୀ ପ୍ରଶାନ୍ତ କୁମାର ଦାସ — ଶ୍ରୀମତୀ ଚନ୍ଦ୍ରମଣି ପଣ୍ଡା — ଶ୍ରୀମତୀ ମଧୁସ୍ମିତା ପାଲ — [1145, 436, 1485, 448]
ad-body: ପବିତ୍ର ସ୍ୱାସ୍ଥ୍ୟ ଶାସନ ଦିବସ ଉପଲକ୍ଷେ ସମସ୍ତଙ୍କୁ ଶୁଭେଚ୍ଛା ଓ ଅଭିନନ୍ଦନ । — [1144, 1863, 1486, 1921]
ad-title — [759, 1090, 1123, 1132]
table-cell: ୱାର୍ଡ ନଂ. ୫ — [765, 226, 941, 239]
ad-chairman: ଶ୍ରୀ ଅକ୍ଷୟ କୁମାର ସାମଲ — [113, 1671, 257, 1688]
ad-slogan: ‘ଏ ସହର ଆମର ଓ ଏହାର ସୁରକ୍ଷା ଓ ସ୍ୱଚ୍ଛତା ରକ୍ଷାକରିବା ଆମ ସମସ୍ତଙ୍କର କର୍ତ୍ତବ୍ୟ ।’ — [1145, 1946, 1485, 2115]
table-cell: ୱାର୍ଡ ନଂ. ୧୫ — [940, 213, 1117, 226]
ad-body-2: ୧. ସହରକୁ ସଫା ରଖନ୍ତୁ । ୨. ଆବର୍ଜନା ନିର୍ଦ୍ଦିଷ୍ଟ ସ୍ଥାନରେ ପକାନ୍ତୁ । ୩. ପ୍ଲାଷ୍ଟିକ ବ୍ୟବହାର କରନ୍ତୁ ନାହିଁ । ୪. ପାଣି ସଞ୍ଚୟ କରନ୍ତୁ । ୫. ଟିକସ ସମୟରେ ଦିଅନ୍ତୁ । — [1142, 1460, 1479, 1490]
ad-dashapalla — [5, 8, 365, 200]
ad-body: ସ୍ୱାସ୍ଥ୍ୟ ଶାସନ ଦିବସ ୨୦୧୬ ଅବସରରେ ସୋରଡ଼ା ବିଜ୍ଞାପିତ ଅଞ୍ଚଳ ପରିଷଦ ତରଫରୁ ସମସ୍ତ ସହରବାସୀଙ୍କୁ ଶୁଭେଚ୍ଛା । ଏହି ସୋରଡ଼ା ସହରବାସୀଙ୍କ ନିକଟରେ ନିବେଦନ — ୧. ଜଳ ସଂରକ୍ଷଣ କରନ୍ତୁ । ୨. ଆବର୍ଜନା ନିର୍ଦ୍ଦିଷ୍ଟ ସ୍ଥାନରେ ପକାନ୍ତୁ । ୩. ପ୍ଲାଷ୍ଟିକ ବ୍ୟବହାର ବନ୍ଦ କରନ୍ତୁ । — [12, 1294, 352, 1331]
ad-body: ସ୍ୱାସ୍ଥ୍ୟ ଶାସନ ଦିବସ ଉପଲକ୍ଷେ ଦଶପଲ୍ଲା ଅଞ୍ଚଳର ଅଗଣିତ ଭାଇ ଓ ଭଉଣୀମାନଙ୍କୁ ଦଶପଲ୍ଲା ବିଜ୍ଞାପିତ ଅଞ୍ଚଳ ପରିଷଦ ତରଫରୁ ସମସ୍ତଙ୍କୁ ହାର୍ଦ୍ଦିକ ଶୁଭେଚ୍ଛା ଓ ଶୁଭ କାମନା ଜଣାଉଛି । — [13, 20, 352, 77]
ad-officers: ଶ୍ରୀ ପ୍ରଫୁଲ୍ଲ କୁମାର ସାହୁ — ଶ୍ରୀମତୀ ଯଶୋଦା ମାଣ୍ଡୋଥିଆ — [48, 1711, 322, 1746]
table-row — [765, 278, 1118, 291]
ad-body-2: — ଏନ୍.ୟୁ.ଏଲ୍.ଏମ୍ ଯୋଜନାରେ ଯୋଗ୍ୟ ହିତାଧିକାରୀମାନେ ଆବେଦନ କରନ୍ତୁ । — ରାସ୍ତା ଉପରେ ଆବର୍ଜନା ପକାନ୍ତୁ ନାହିଁ । — ପୌର ଟିକସ ସମୟରେ ଦେଇ ସହରର ଉନ୍ନତିରେ ସହଯୋଗ କରନ୍ତୁ । — ପ୍ଲାଷ୍ଟିକ ମୁକ୍ତ ସହର ଗଠନରେ ସହଯୋଗ କରନ୍ତୁ । — [764, 1991, 1108, 2048]
ad-kodala — [757, 1088, 1125, 1382]
table-row — [765, 174, 1118, 187]
table-cell: ୱାର୍ଡ ନଂ. ୧ — [765, 174, 941, 187]
ad-address: BHADRAK-756100 (ODISHA) — [1228, 599, 1402, 612]
ad-body: ପବିତ୍ର ସ୍ୱାସ୍ଥ୍ୟ ଶାସନ ଦିବସ ଉପଲକ୍ଷେ କେସିଙ୍ଗା ବିଜ୍ଞାପିତ ଅଞ୍ଚଳ ପରିଷଦ ତରଫରୁ ସମସ୍ତ ସହରବାସୀଙ୍କୁ ହାର୍ଦ୍ଦିକ ଅଭିନନ୍ଦନ । ଏହି ପ୍ରଗତିପଥରେ ଆପଣଙ୍କ ସହଯୋଗ କାମନା କରୁଅଛୁ । — [764, 1927, 1116, 1970]
ad-baripada — [380, 1336, 745, 1836]
cmyk-dots-2 — [700, 2315, 764, 2331]
ad-signatories: ଶ୍ରୀଯୁକ୍ତ ବିଜୟ କୁମାର ସାହୁ — ଶ୍ରୀଯୁକ୍ତ ପ୍ରଶାନ୍ତ କୁମାର ପଟ୍ଟନାୟକ — ଶ୍ରୀମତୀ ପୁଷ୍ପିତା ଗୌଡ଼ — [771, 601, 1111, 626]
ad-title: ପୌର ପରିଷଦ, ମାଲକାନଗିରି — [759, 768, 1123, 806]
ad-body: ପବିତ୍ର ସ୍ୱାସ୍ଥ୍ୟ ଶାସନ ଦିବସ – ୨୦୧୬ ପାଳନ ଅବସରରେ ବିଜ୍ଞାପିତ ଅଞ୍ଚଳ ପରିଷଦ, ପାଟଣାଗଡ ସମସ୍ତ ସହରବାସୀଙ୍କୁ ହାର୍ଦ୍ଦିକ ଅଭିନନ୍ଦନ ଓ ଶୁଭେଚ୍ଛା ଜଣାଉଛି । ଆମର ଉପଲବ୍ଧି — ୧. ସହରୀ ଆବାସ ଯୋଜନା । ୨. ପାନୀୟ ଜଳ ଯୋଗାଣ । ୩. କଠିନ ଆବର୍ଜନା ପରିଚାଳନା । ୪. ରାସ୍ତା ଓ ନାଳ ନିର୍ମାଣ । ୫. ସହର ସୌନ୍ଦର୍ଯ୍ୟକରଣ । ୬. ଶିଶୁ ଉଦ୍ୟାନ ନିର୍ମାଣ । ୭. ଆଲୋକ ବ୍ୟବସ୍ଥା । ୮. ସହରୀ ଜୀବିକା ମିଶନ । ୯. ସ୍ୱଚ୍ଛ ଭାରତ ମିଶନ । ୧୦. ଶୌଚାଳୟ ନିର୍ମାଣ । ସୌହାର୍ଦ୍ଦ୍ୟ ପୂର୍ଣ୍ଣ ବାତାବରଣରେ ସୌନ୍ଦର୍ଯ୍ୟ ଓ ଶୃଙ୍ଖଳା ରକ୍ଷା କରିବା ପାଇଁ ଜନସାଧାରଣଙ୍କ ସହଯୋଗ ଆମର କାମ୍ୟ । — [12, 1909, 358, 2019]
table-row — [765, 200, 1118, 213]
yellow-dot — [1242, 2315, 1256, 2329]
ad-signatories: ସ୍ୱା/- ଅଧ୍ୟକ୍ଷ, ବିଜ୍ଞାପିତ ଅଞ୍ଚଳ ପରିଷଦ, ସୋରଡ଼ା — [89, 1336, 281, 1348]
ad-signatories: ଶ୍ରୀ ଜ୍ୟୋତି ଶଙ୍କର ସାହୁ — ଶ୍ରୀ ଜିତେନ୍ଦ୍ର ମହାନ୍ତି — ଶ୍ରୀମତୀ ରବିନା ଦାସ — [410, 1495, 715, 1507]
ad-title-english: OFFICE OF THE MUNICIPAL COUNCIL, BHADRAK — [1142, 582, 1488, 597]
ad-bhadrak — [1135, 576, 1495, 902]
table-row — [765, 2137, 1118, 2150]
table-cell: ୱାର୍ଡ ନଂ. ୧୭ — [940, 239, 1117, 252]
ad-buguda — [757, 1400, 1125, 1870]
ad-padmapur — [5, 220, 365, 442]
ad-signatories: ଶ୍ରୀମତୀ ଦୀପ୍ତିମୟ ସ୍ୱାଇଁ — ଶ୍ରୀଯୁକ୍ତ ସୁଦର୍ଶନ ନାଥ ଗୁରୁବିଲ — ଶ୍ରୀଯୁକ୍ତ ଲକ୍ଷ୍ମୀ କୁମାର ବେହେରା — [774, 1222, 1108, 1247]
ad-body: ସ୍ୱାସ୍ଥ୍ୟ ଶାସନ ଦିବସ ଉପଲକ୍ଷେ ସୋର ପୌରପାଳିକା ତରଫରୁ ସମସ୍ତଙ୍କୁ ଶୁଭେଚ୍ଛା । ୧. ରାସ୍ତା ନିର୍ମାଣ । ୨. ନାଳ ନିର୍ମାଣ । ୩. ପାନୀୟ ଜଳ । ୪. ଆଲୋକ । ୫. ସହରୀ ଆବାସ । ୬. ଶୌଚାଳୟ । ଆଗାମୀ ଦିନର ପରିକଳ୍ପନା — PMAY ଯୋଜନା, ଜୀବିକା ମିଶନ, ସ୍ୱଚ୍ଛ ଭାରତ ଅଭିଯାନ । — [387, 1896, 723, 1969]
table-cell: ଶ୍ରୀଯୁକ୍ତ ହରି ପଣ୍ଡା — [953, 2098, 1118, 2111]
table-row — [765, 239, 1118, 252]
ad-signatories: ସ୍ୱା/- ନିର୍ବାହୀ ଅଧିକାରୀ, ବିଜ୍ଞାପିତ ଅଞ୍ଚଳ ପରିଷଦ, ବୁଗୁଡ଼ା — [833, 1674, 1049, 1686]
ad-title: ବିଜ୍ଞାପିତ ଅଞ୍ଚଳ ପରିଷଦ, ସୋରଡ଼ା, ଗଞ୍ଜାମ — [7, 1262, 363, 1292]
ad-title: ବଲାଙ୍ଗୀର ପୌରସଂସ୍ଥା, ବଲାଙ୍ଗୀର — [759, 72, 1123, 102]
gray-swatch — [90, 2315, 104, 2329]
newspaper-brand — [372, 8, 468, 48]
ad-title: ରମ୍ଭା ବିଜ୍ଞାପିତ ଅଞ୍ଚଳ ପରିଷଦ, ରମ୍ଭା, ଗଞ୍ଜାମ — [1137, 72, 1493, 124]
list-item: » ଶୌଚାଳୟ ନିର୍ମାଣ — [764, 1600, 1118, 1613]
ad-body: ୧. ପାନୀୟ ଜଳ ଯୋଗାଣ । ୨. ରାସ୍ତା ନିର୍ମାଣ । ୩. ଡ୍ରେନ ନିର୍ମାଣ । ୪. ଆଲୋକ । ୫. ସହରୀ ଆବାସ । ୬. ଶୌଚାଳୟ । ୭. ଶିଶୁ ଉଦ୍ୟାନ । ୮. ବଜାର କମ୍ପ୍ଲେକ୍ସ । ୯. N.U.L.M Scheme ଯୋଜନା । ୧୦. ସ୍ୱଚ୍ଛ ଭାରତ । — [1142, 1392, 1483, 1439]
registration-mark-left — [90, 2315, 106, 2331]
ad-body: ସ୍ୱାସ୍ଥ୍ୟ ଶାସନ ଦିବସ ଅବସରରେ ବରପାଲି ବିଜ୍ଞାପିତ ଅଞ୍ଚଳ ପରିଷଦ ତରଫରୁ ସମସ୍ତଙ୍କୁ ଅଭିନନ୍ଦନ । ଆମର ସଂକଳ୍ପ — (୧) ସ୍ୱଚ୍ଛ ପାନୀୟ ଜଳ । (୨) ଆଲୋକ ବ୍ୟବସ୍ଥା । (୩) ଡ୍ରେନ ନିର୍ମାଣ । (୪) ସହରୀ ଆବାସ । (୫) ଶିଶୁ ଉଦ୍ୟାନ । (୬) ରାସ୍ତା ମରାମତି । (୭) ସ୍ୱଚ୍ଛ ଭାରତ । (୮) ସହରୀ ଜୀବିକା ମିଶନ । — [387, 380, 738, 443]
table-cell: ଶ୍ରୀମତୀ ସୁନିତା ସାହୁ — [765, 2098, 953, 2111]
ad-title — [759, 486, 1123, 544]
cyan-dot — [1210, 2315, 1224, 2329]
magenta-dot — [1226, 2315, 1240, 2329]
ad-body: ସ୍ୱାସ୍ଥ୍ୟ ଶାସନ ଦିବସ – ୨୦୧୬ ଉପଲକ୍ଷେ ଖରିଆର ରୋଡ ବିଜ୍ଞାପିତ ଅଞ୍ଚଳ ପରିଷଦ ତରଫରୁ ସମସ୍ତ ନାଗରିକଙ୍କୁ ଅଭିନନ୍ଦନ । ୧. ପାନୀୟ ଜଳ । ୨. ରାସ୍ତା ଓ ଡ୍ରେନ । ୩. ଆଲୋକ । ୪. ସହରୀ ଆବାସ । ୫. ଶିଶୁ ଉଦ୍ୟାନ । ୬. ସ୍ୱଚ୍ଛ ଭାରତ । ୭. ଜୀବିକା ମିଶନ । ୮. ଦୋକାନ ଘର ନିର୍ମାଣ । ୯. ଶ୍ମଶାନ ଉନ୍ନତିକରଣ । ୧୦. ପୋଖରୀ ସଂସ୍କାର । — [387, 1039, 730, 1119]
folio-number: 35 — [1475, 2320, 1488, 2331]
ad-digapahandi — [757, 484, 1125, 754]
table-row — [765, 291, 1118, 304]
table-cell: ଶ୍ରୀଯୁକ୍ତ ରଞ୍ଜନ କୁମାର ଦାଶ — [765, 2085, 953, 2098]
